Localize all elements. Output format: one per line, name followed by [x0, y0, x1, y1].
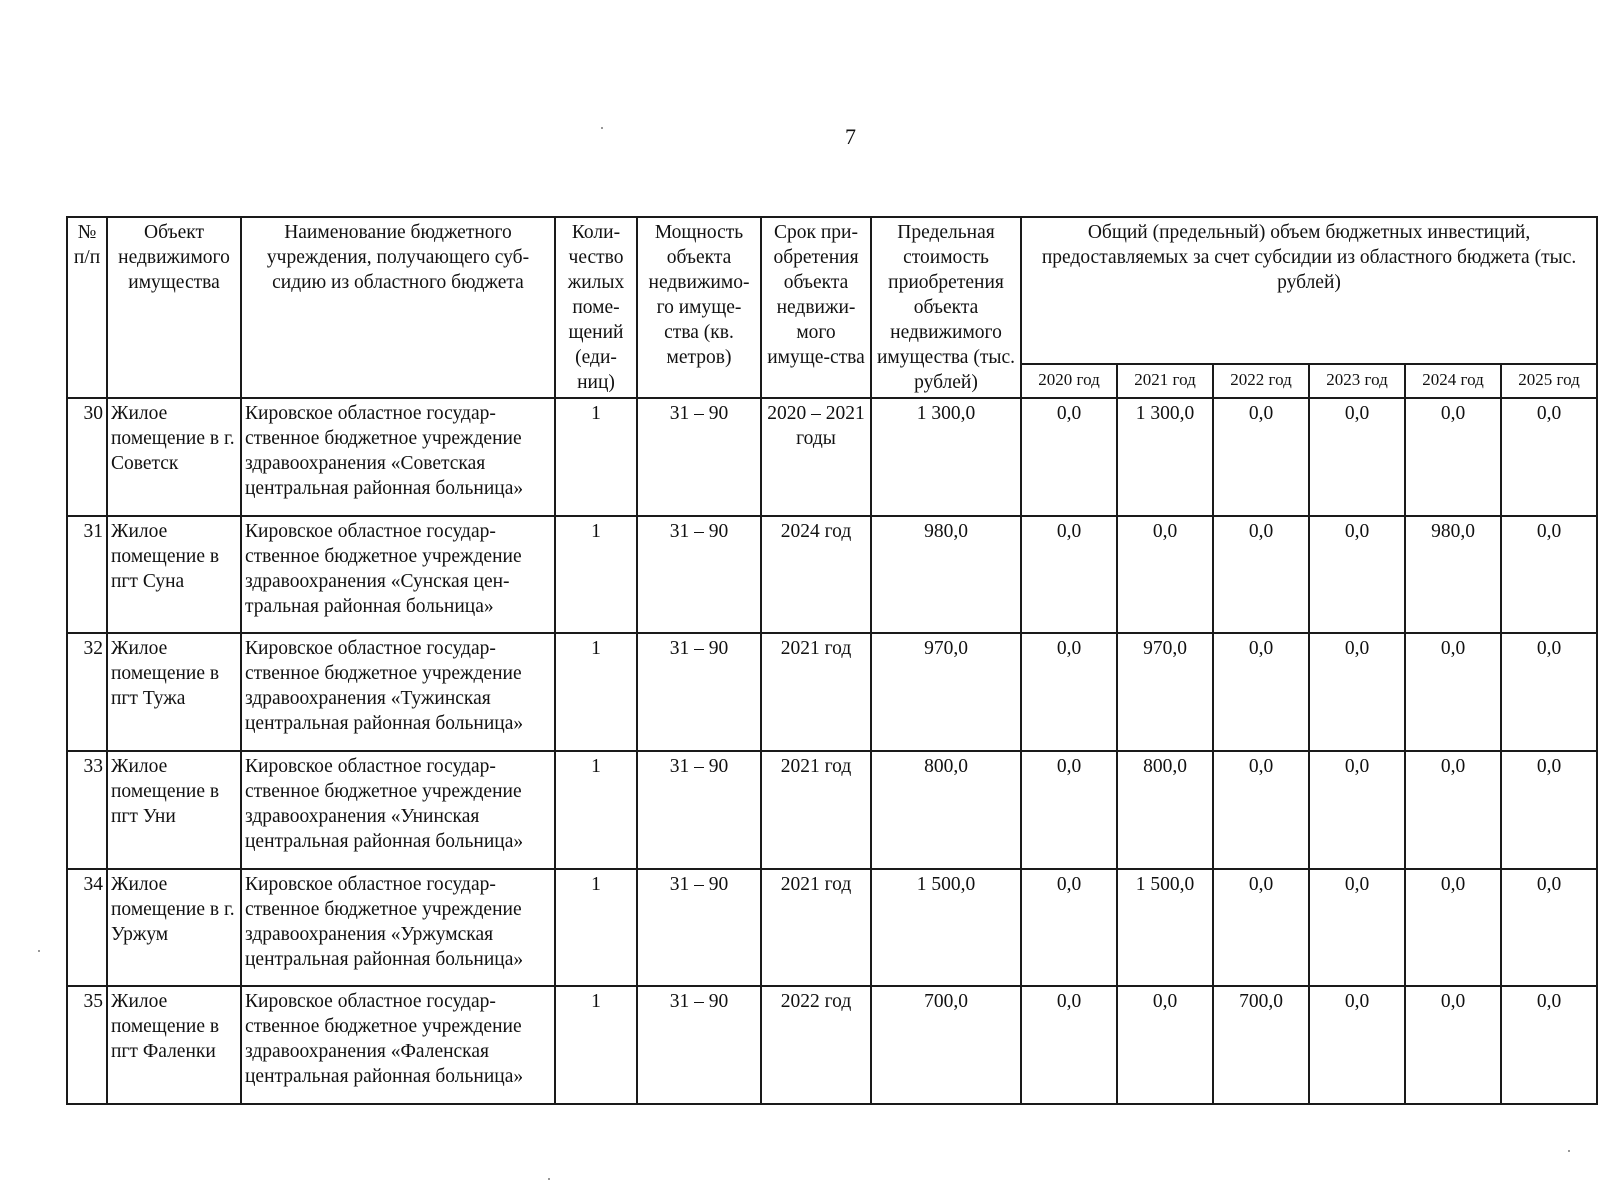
- row-capacity: 31 – 90: [637, 516, 761, 634]
- row-institution: Кировское областное государ-ственное бюджетное учреждение здравоохранения «Советская центральная районная больница»: [241, 398, 555, 516]
- header-object: Объект недвижимого имущества: [107, 217, 241, 398]
- row-year-value: 0,0: [1501, 633, 1597, 751]
- row-year-value: 0,0: [1309, 398, 1405, 516]
- row-year-value: 0,0: [1309, 633, 1405, 751]
- row-object: Жилое помещение в пгт Фаленки: [107, 986, 241, 1104]
- header-investments: Общий (предельный) объем бюджетных инвестиций, предоставляемых за счет субсидии из областного бюджета (тыс. рублей): [1021, 217, 1597, 364]
- row-object: Жилое помещение в г. Советск: [107, 398, 241, 516]
- row-year-value: 0,0: [1309, 516, 1405, 634]
- row-quantity: 1: [555, 516, 637, 634]
- row-quantity: 1: [555, 633, 637, 751]
- header-year: 2023 год: [1309, 364, 1405, 398]
- row-year-value: 0,0: [1405, 751, 1501, 869]
- row-year-value: 0,0: [1501, 398, 1597, 516]
- row-num: 34: [67, 869, 107, 987]
- row-year-value: 1 500,0: [1117, 869, 1213, 987]
- row-year-value: 800,0: [1117, 751, 1213, 869]
- header-year: 2020 год: [1021, 364, 1117, 398]
- scan-speck: [548, 1178, 550, 1180]
- row-object: Жилое помещение в пгт Суна: [107, 516, 241, 634]
- table-row: [67, 869, 1597, 987]
- row-cost: 1 500,0: [871, 869, 1021, 987]
- row-quantity: 1: [555, 398, 637, 516]
- row-institution: Кировское областное государ-ственное бюджетное учреждение здравоохранения «Уржумская центральная районная больница»: [241, 869, 555, 987]
- row-institution: Кировское областное государ-ственное бюджетное учреждение здравоохранения «Унинская центральная районная больница»: [241, 751, 555, 869]
- row-year-value: 0,0: [1021, 398, 1117, 516]
- row-num: 35: [67, 986, 107, 1104]
- row-year-value: 0,0: [1021, 633, 1117, 751]
- header-institution: Наименование бюджетного учреждения, получающего суб-сидию из областного бюджета: [241, 217, 555, 398]
- row-num: 33: [67, 751, 107, 869]
- row-term: 2021 год: [761, 869, 871, 987]
- row-year-value: 0,0: [1501, 986, 1597, 1104]
- row-object: Жилое помещение в г. Уржум: [107, 869, 241, 987]
- row-term: 2024 год: [761, 516, 871, 634]
- header-num: № п/п: [67, 217, 107, 398]
- row-capacity: 31 – 90: [637, 751, 761, 869]
- row-year-value: 980,0: [1405, 516, 1501, 634]
- row-term: 2022 год: [761, 986, 871, 1104]
- row-year-value: 0,0: [1021, 751, 1117, 869]
- row-year-value: 0,0: [1213, 398, 1309, 516]
- row-num: 31: [67, 516, 107, 634]
- header-quantity: Коли-чество жилых поме-щений (еди-ниц): [555, 217, 637, 398]
- row-quantity: 1: [555, 751, 637, 869]
- header-capacity: Мощность объекта недвижимо-го имуще-ства (кв. метров): [637, 217, 761, 398]
- row-term: 2021 год: [761, 633, 871, 751]
- row-year-value: 0,0: [1501, 751, 1597, 869]
- table-row: [67, 633, 1597, 751]
- row-year-value: 0,0: [1213, 751, 1309, 869]
- row-year-value: 0,0: [1501, 869, 1597, 987]
- budget-investment-table: [66, 216, 1598, 1105]
- table-row: [67, 751, 1597, 869]
- row-year-value: 0,0: [1501, 516, 1597, 634]
- row-year-value: 0,0: [1309, 869, 1405, 987]
- table-row: [67, 986, 1597, 1104]
- row-year-value: 0,0: [1117, 516, 1213, 634]
- row-year-value: 0,0: [1117, 986, 1213, 1104]
- row-quantity: 1: [555, 986, 637, 1104]
- row-year-value: 0,0: [1021, 869, 1117, 987]
- table-row: [67, 516, 1597, 634]
- row-num: 30: [67, 398, 107, 516]
- row-term: 2020 – 2021 годы: [761, 398, 871, 516]
- row-year-value: 0,0: [1405, 986, 1501, 1104]
- row-year-value: 700,0: [1213, 986, 1309, 1104]
- row-institution: Кировское областное государ-ственное бюджетное учреждение здравоохранения «Сунская цен-тральная районная больница»: [241, 516, 555, 634]
- row-year-value: 0,0: [1021, 986, 1117, 1104]
- row-capacity: 31 – 90: [637, 986, 761, 1104]
- row-institution: Кировское областное государ-ственное бюджетное учреждение здравоохранения «Фаленская центральная районная больница»: [241, 986, 555, 1104]
- row-year-value: 0,0: [1213, 633, 1309, 751]
- header-year: 2024 год: [1405, 364, 1501, 398]
- row-capacity: 31 – 90: [637, 398, 761, 516]
- row-quantity: 1: [555, 869, 637, 987]
- row-capacity: 31 – 90: [637, 633, 761, 751]
- page-number: 7: [845, 124, 856, 149]
- row-year-value: 0,0: [1213, 869, 1309, 987]
- scan-speck: [38, 950, 40, 952]
- row-year-value: 0,0: [1309, 751, 1405, 869]
- row-num: 32: [67, 633, 107, 751]
- row-cost: 970,0: [871, 633, 1021, 751]
- row-capacity: 31 – 90: [637, 869, 761, 987]
- row-year-value: 970,0: [1117, 633, 1213, 751]
- row-object: Жилое помещение в пгт Уни: [107, 751, 241, 869]
- row-cost: 980,0: [871, 516, 1021, 634]
- row-institution: Кировское областное государ-ственное бюджетное учреждение здравоохранения «Тужинская центральная районная больница»: [241, 633, 555, 751]
- header-term: Срок при-обретения объекта недвижи-мого имуще-ства: [761, 217, 871, 398]
- row-cost: 800,0: [871, 751, 1021, 869]
- row-year-value: 0,0: [1021, 516, 1117, 634]
- scan-speck: [601, 127, 603, 129]
- row-year-value: 0,0: [1213, 516, 1309, 634]
- header-year: 2025 год: [1501, 364, 1597, 398]
- header-year: 2022 год: [1213, 364, 1309, 398]
- row-year-value: 0,0: [1309, 986, 1405, 1104]
- row-year-value: 0,0: [1405, 869, 1501, 987]
- header-cost: Предельная стоимость приобретения объекта недвижимого имущества (тыс. рублей): [871, 217, 1021, 398]
- header-row: [67, 217, 1597, 364]
- table-row: [67, 398, 1597, 516]
- header-year: 2021 год: [1117, 364, 1213, 398]
- row-cost: 700,0: [871, 986, 1021, 1104]
- row-cost: 1 300,0: [871, 398, 1021, 516]
- row-object: Жилое помещение в пгт Тужа: [107, 633, 241, 751]
- row-term: 2021 год: [761, 751, 871, 869]
- scan-speck: [1568, 1150, 1570, 1152]
- row-year-value: 0,0: [1405, 398, 1501, 516]
- row-year-value: 0,0: [1405, 633, 1501, 751]
- row-year-value: 1 300,0: [1117, 398, 1213, 516]
